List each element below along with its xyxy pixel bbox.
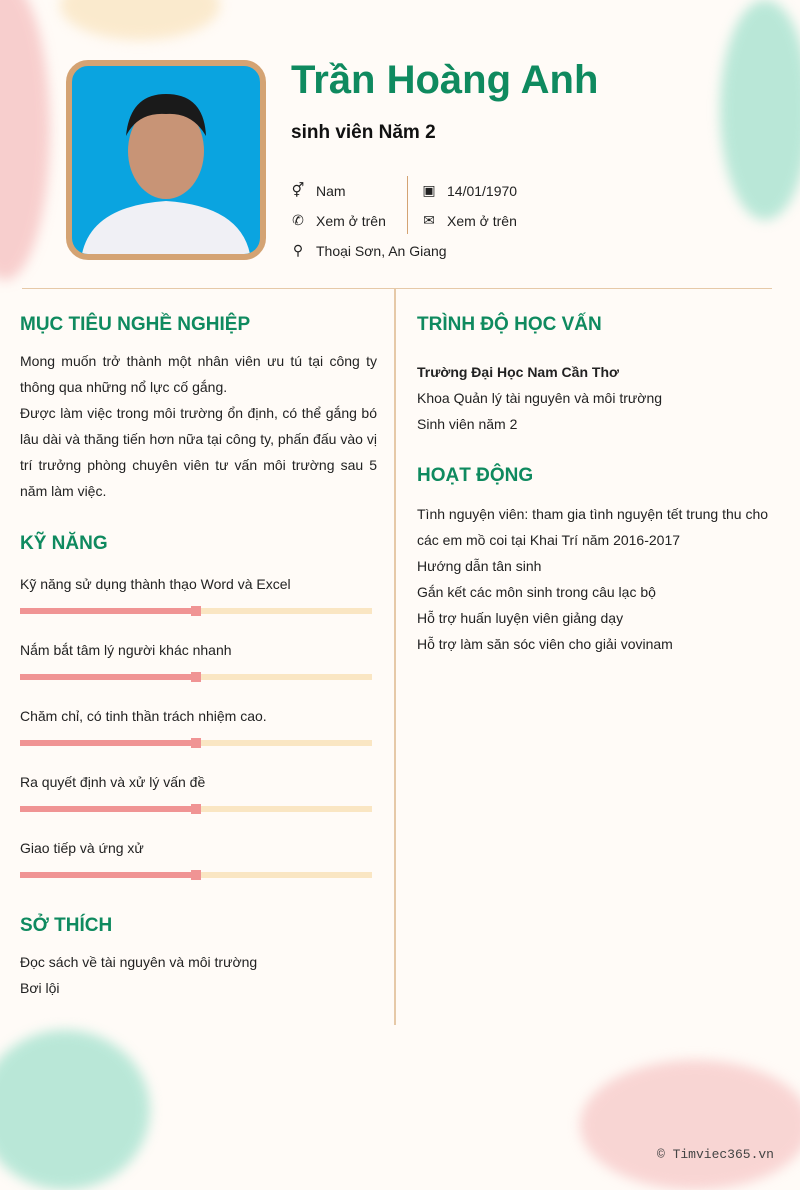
skill-level-bar — [20, 674, 372, 680]
skill-item — [20, 576, 372, 614]
skill-label: Kỹ năng sử dụng thành thạo Word và Excel — [20, 576, 291, 592]
skill-level-knob — [191, 870, 201, 880]
activity-item: Hỗ trợ làm săn sóc viên cho giải vovinam — [417, 636, 673, 652]
gender-value: Nam — [316, 182, 346, 199]
skill-level-fill — [20, 806, 196, 812]
birthday-value: 14/01/1970 — [447, 182, 518, 199]
skill-level-bar — [20, 740, 372, 746]
address-value: Thoại Sơn, An Giang — [316, 242, 447, 259]
skills-title: KỸ NĂNG — [20, 533, 108, 554]
decor-yellow — [60, 0, 220, 40]
skill-level-knob — [191, 738, 201, 748]
header-divider — [22, 288, 772, 289]
gender-icon: ⚥ — [291, 182, 305, 198]
hobby-item: Bơi lội — [20, 980, 60, 996]
decor-pink-bottom — [580, 1060, 800, 1190]
faculty: Khoa Quản lý tài nguyên và môi trường — [417, 390, 663, 406]
candidate-name: Trần Hoàng Anh — [291, 58, 599, 102]
email-value: Xem ở trên — [447, 212, 517, 229]
birthday-info — [421, 182, 517, 199]
hobbies-list — [20, 949, 257, 1001]
skill-level-fill — [20, 608, 196, 614]
decor-pink — [0, 0, 50, 280]
skill-level-fill — [20, 872, 196, 878]
skill-label: Nắm bắt tâm lý người khác nhanh — [20, 642, 232, 658]
person-silhouette-icon — [72, 66, 260, 254]
skill-level-knob — [191, 804, 201, 814]
skill-level-bar — [20, 872, 372, 878]
objective-text: Mong muốn trở thành một nhân viên ưu tú tại công ty thông qua những nổ lực cố gắng. Được làm việc trong môi trường ổn định, có thể gắng bó lâu dài và thăng tiến hơn nữa tại công ty, phấn đấu vào vị trí trưởng phòng chuyên viên tư vấn môi trường sau 5 năm làm việc. — [20, 353, 377, 499]
education-block — [417, 359, 662, 437]
skill-label: Ra quyết định và xử lý vấn đề — [20, 774, 206, 790]
objective-title: MỤC TIÊU NGHỀ NGHIỆP — [20, 314, 251, 335]
skill-level-knob — [191, 672, 201, 682]
skill-level-knob — [191, 606, 201, 616]
calendar-icon: ▣ — [422, 182, 436, 198]
envelope-icon: ✉ — [423, 212, 435, 228]
candidate-role: sinh viên Năm 2 — [291, 122, 436, 143]
skill-level-fill — [20, 674, 196, 680]
column-divider — [394, 289, 396, 1025]
activity-item: Hỗ trợ huấn luyện viên giảng dạy — [417, 610, 624, 626]
skill-level-bar — [20, 806, 372, 812]
skill-item — [20, 840, 372, 878]
skill-label: Chăm chỉ, có tinh thần trách nhiệm cao. — [20, 708, 267, 724]
activities-title: HOẠT ĐỘNG — [417, 465, 534, 486]
divider — [407, 176, 408, 234]
skill-item — [20, 708, 372, 746]
activities-list — [417, 501, 779, 657]
study-year: Sinh viên năm 2 — [417, 416, 518, 432]
decor-teal-bottom — [0, 1030, 150, 1190]
skill-item — [20, 774, 372, 812]
hobby-item: Đọc sách về tài nguyên và môi trường — [20, 954, 258, 970]
location-icon: ⚲ — [292, 242, 304, 258]
copyright: © Timviec365.vn — [656, 1147, 774, 1162]
phone-info — [290, 212, 386, 229]
skill-level-bar — [20, 608, 372, 614]
activity-item: Tình nguyện viên: tham gia tình nguyện tết trung thu cho các em mồ coi tại Khai Trí năm 2016-2017 — [417, 506, 769, 548]
activity-item: Hướng dẫn tân sinh — [417, 558, 542, 574]
avatar-photo — [66, 60, 266, 260]
decor-teal — [720, 0, 800, 220]
skill-label: Giao tiếp và ứng xử — [20, 840, 144, 856]
activity-item: Gắn kết các môn sinh trong câu lạc bộ — [417, 584, 656, 600]
education-title: TRÌNH ĐỘ HỌC VẤN — [417, 314, 602, 335]
gender-info — [290, 182, 346, 199]
phone-value: Xem ở trên — [316, 212, 386, 229]
hobbies-title: SỞ THÍCH — [20, 915, 113, 936]
skill-item — [20, 642, 372, 680]
address-info — [290, 242, 447, 259]
phone-icon: ✆ — [292, 212, 304, 228]
school-name: Trường Đại Học Nam Cần Thơ — [417, 364, 619, 380]
skill-level-fill — [20, 740, 196, 746]
email-info — [421, 212, 517, 229]
